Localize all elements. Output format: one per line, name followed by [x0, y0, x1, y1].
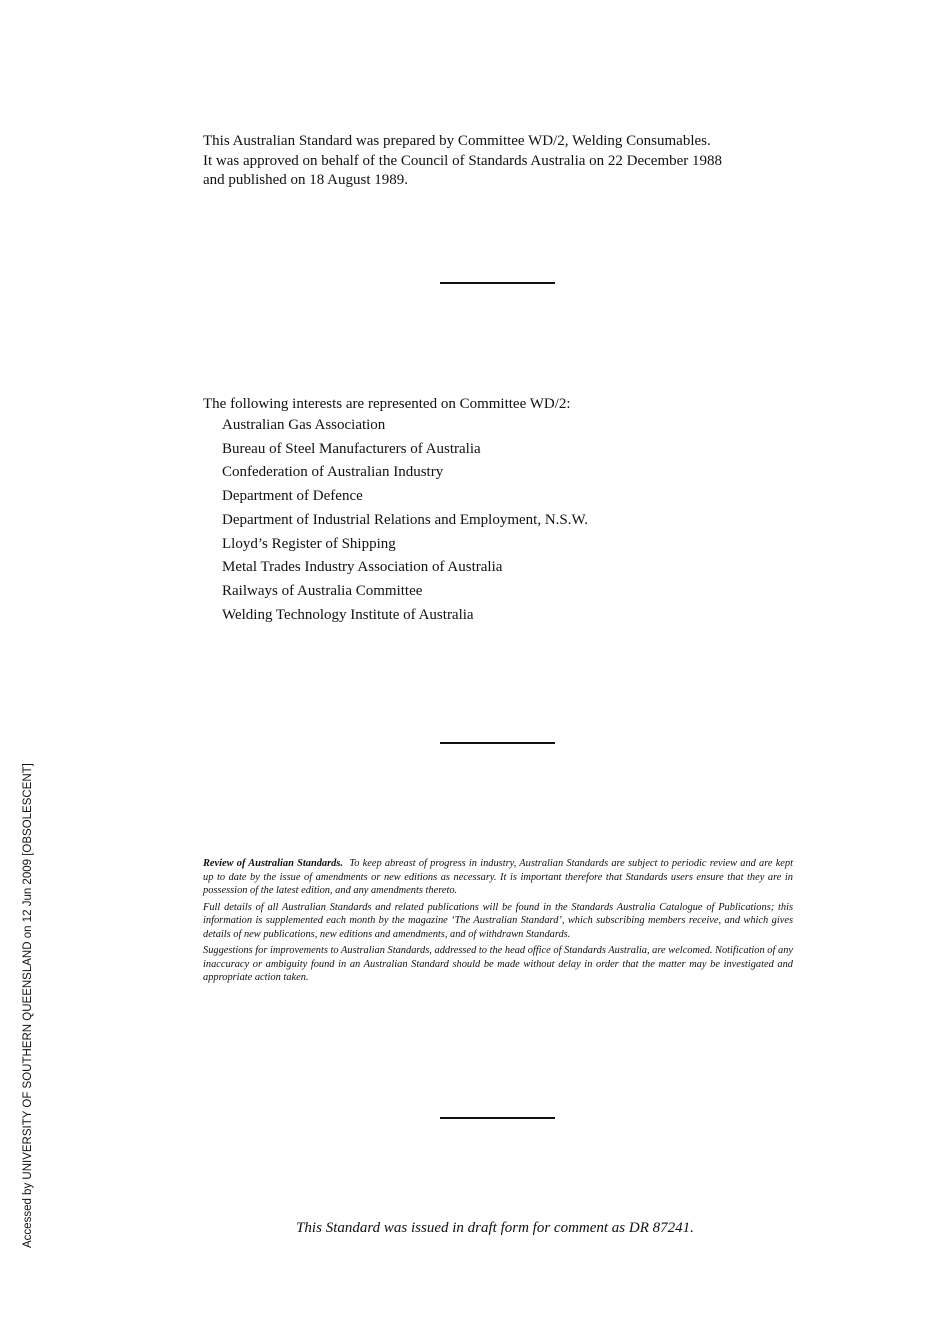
review-paragraph-3: Suggestions for improvements to Australian Standards, addressed to the head office of Standards Australia, are welcomed. Notification of any inaccuracy or ambiguity found in an Australian Standard should be made without delay in order that the matter may be investigated and appropriate action taken.: [203, 945, 793, 983]
section-divider-1: [440, 282, 555, 284]
preparation-statement: [203, 132, 803, 191]
committee-heading: The following interests are represented on Committee WD/2:: [203, 396, 571, 412]
preparation-line-3: and published on 18 August 1989.: [203, 172, 408, 188]
review-lead: Review of Australian Standards.: [203, 858, 343, 869]
section-divider-3: [440, 1117, 555, 1119]
committee-member-list: [203, 414, 803, 627]
committee-member: Railways of Australia Committee: [222, 582, 423, 599]
committee-member: Confederation of Australian Industry: [222, 464, 444, 481]
committee-member: Bureau of Steel Manufacturers of Australia: [222, 440, 481, 457]
review-paragraph-1: [203, 857, 793, 898]
committee-member: Welding Technology Institute of Australia: [222, 606, 474, 623]
draft-note: This Standard was issued in draft form for comment as DR 87241.: [296, 1220, 694, 1236]
review-text-1: To keep abreast of progress in industry, Australian Standards are subject to periodic review and are kept up to date by the issue of amendments or new editions as necessary. It is important therefore that Standards users ensure that they are in possession of the latest edition, and any amendments thereto.: [203, 858, 794, 896]
review-notice: [203, 857, 793, 988]
committee-member: Metal Trades Industry Association of Australia: [222, 559, 503, 576]
section-divider-2: [440, 742, 555, 744]
access-stamp: Accessed by UNIVERSITY OF SOUTHERN QUEENSLAND on 12 Jun 2009 [OBSOLESCENT]: [22, 763, 34, 1248]
review-paragraph-2: Full details of all Australian Standards and related publications will be found in the Standards Australia Catalogue of Publications; this information is supplemented each month by the magazine ‘The Australian Standard’, which subscribing members receive, and which gives details of new publications, new editions and amendments, and of withdrawn Standards.: [203, 901, 793, 940]
committee-interests: [203, 394, 803, 627]
preparation-line-1: This Australian Standard was prepared by Committee WD/2, Welding Consumables.: [203, 133, 711, 149]
committee-member: Lloyd’s Register of Shipping: [222, 535, 396, 552]
committee-member: Australian Gas Association: [222, 417, 386, 433]
preparation-line-2: It was approved on behalf of the Council of Standards Australia on 22 December 1988: [203, 152, 723, 169]
committee-member: Department of Defence: [222, 488, 363, 505]
committee-member: Department of Industrial Relations and Employment, N.S.W.: [222, 511, 589, 528]
